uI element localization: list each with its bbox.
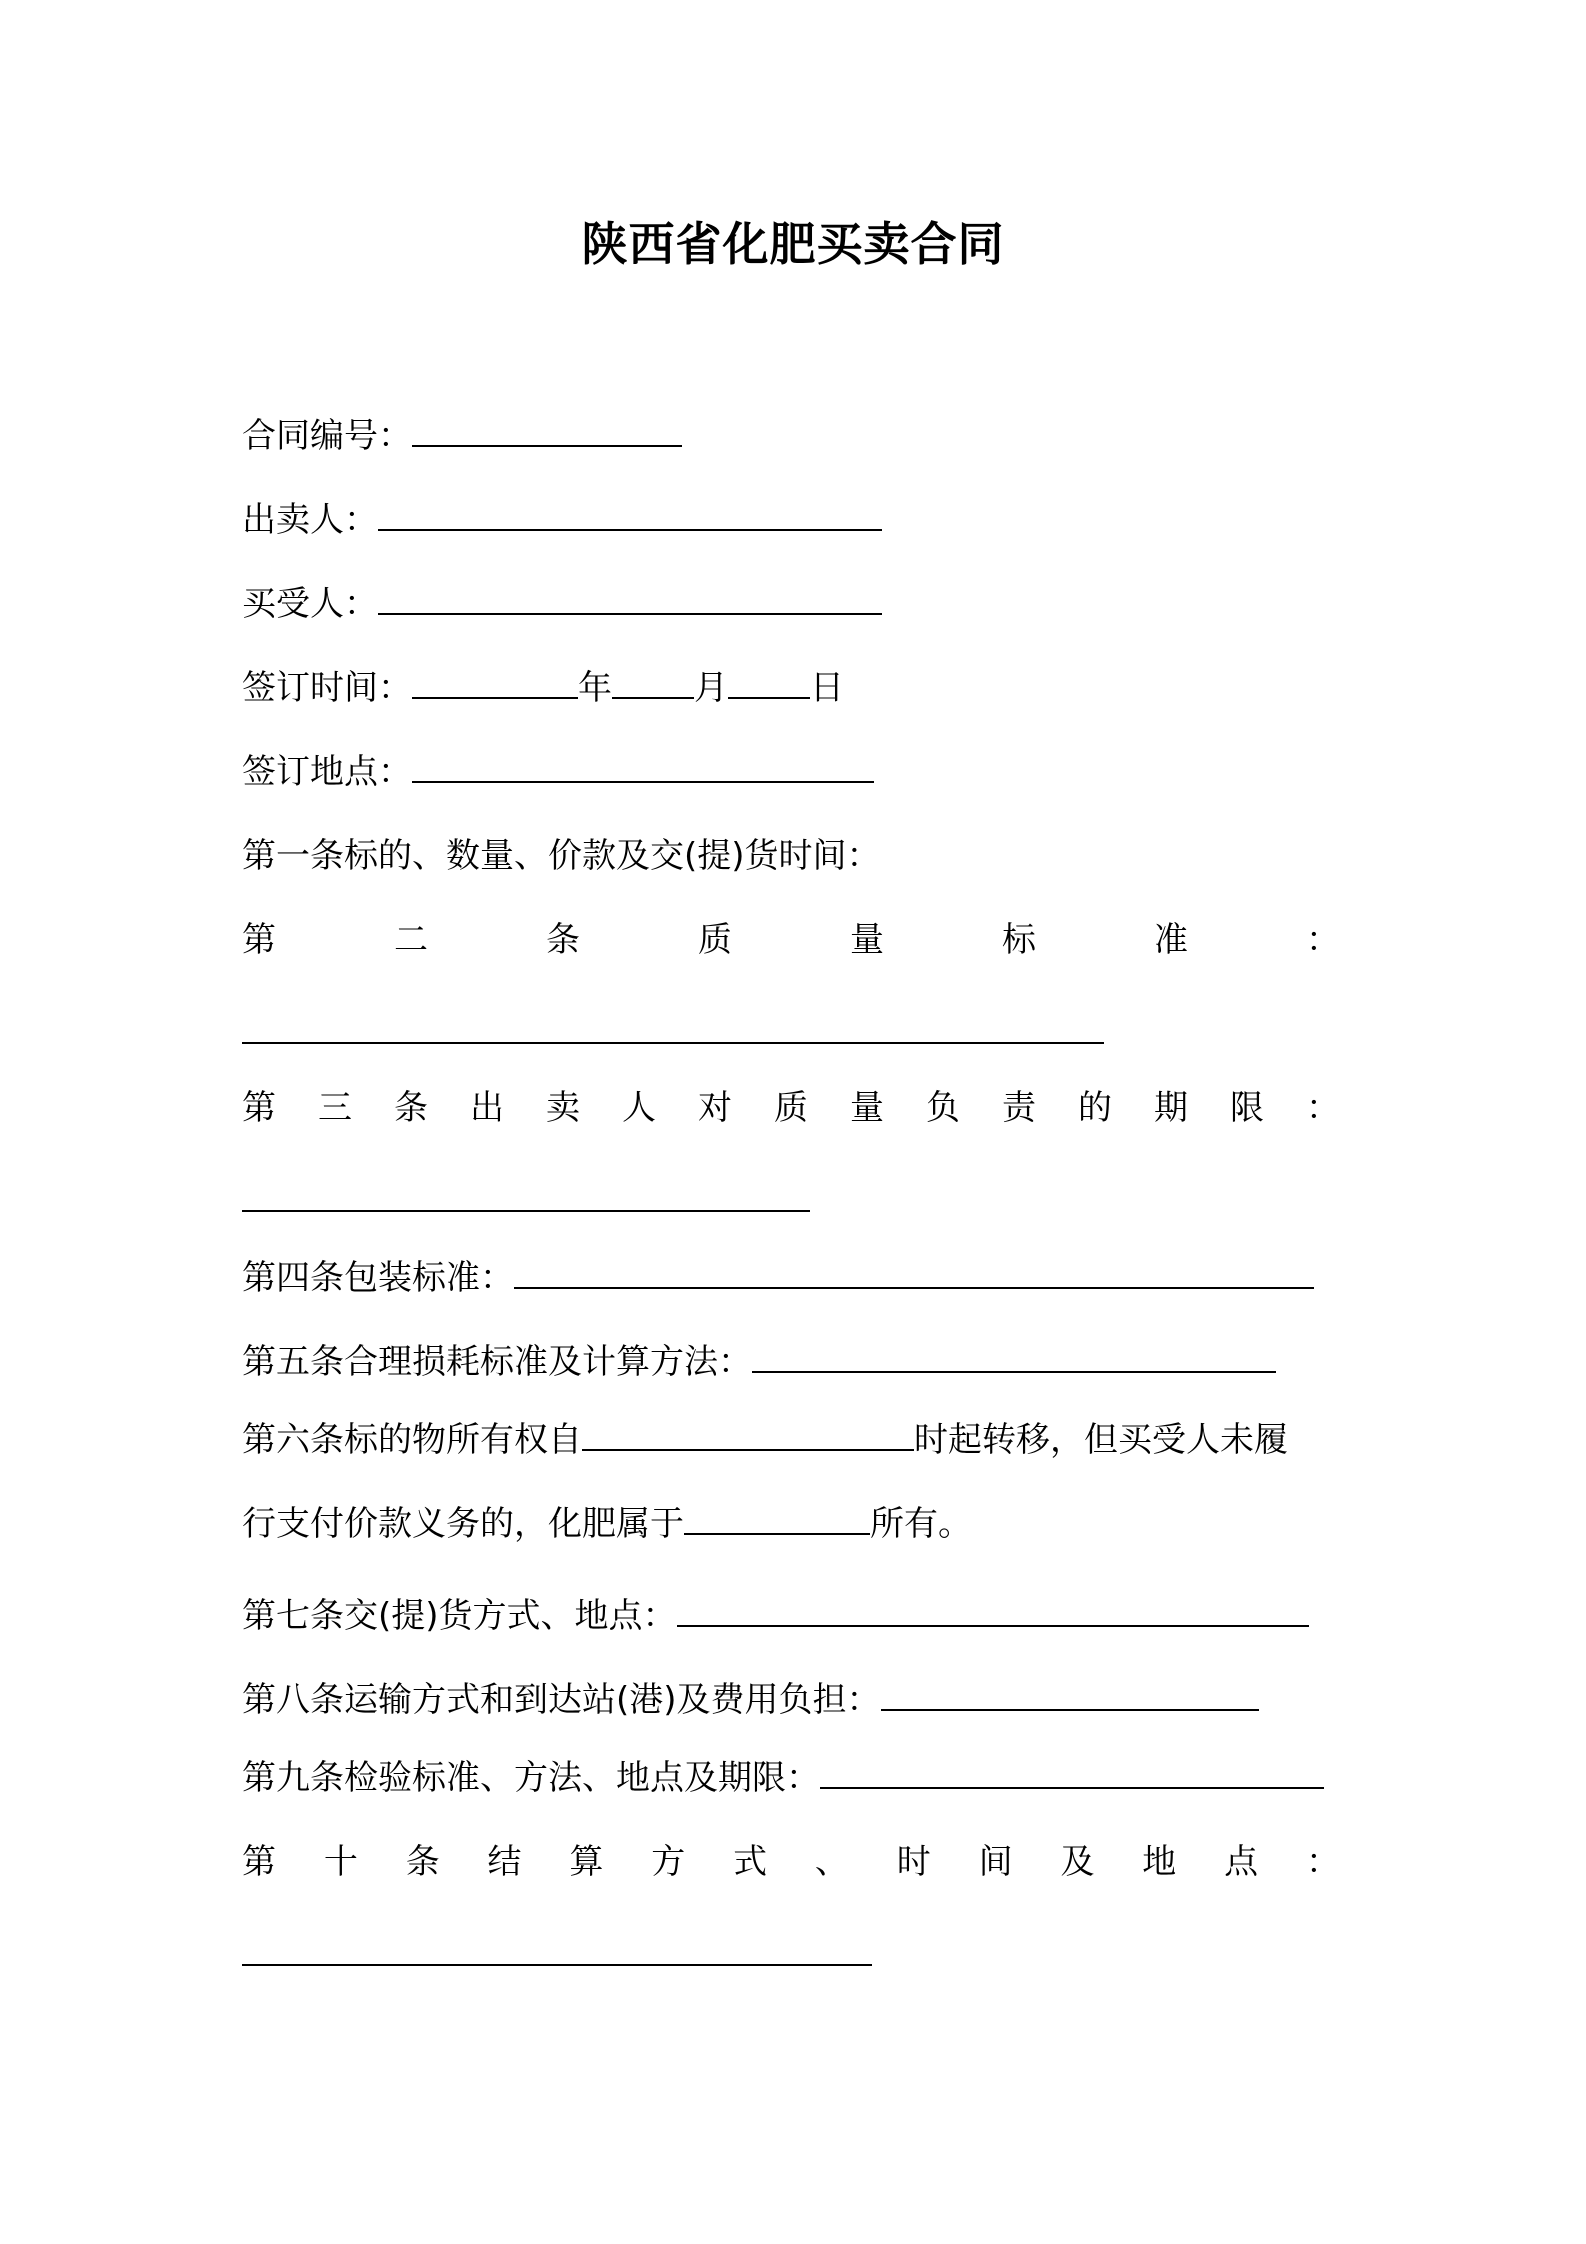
article-10-char: 方 [651,1842,686,1882]
day-blank [728,667,810,699]
year-blank [412,667,578,699]
article-10-char: 间 [978,1842,1013,1882]
article-5-blank [752,1341,1276,1373]
article-3-char: 质 [774,1088,808,1128]
article-2-char: 条 [546,920,580,960]
article-5-line [242,1338,1276,1386]
article-10-heading [242,1838,1340,1886]
article-10-char: 条 [405,1842,440,1882]
article-10-char: 第 [242,1842,276,1882]
article-2-char: 量 [850,920,884,960]
article-10-char: 时 [896,1842,931,1882]
article-3-heading [242,1084,1340,1132]
article-1: 第一条标的、数量、价款及交(提)货时间： [242,836,881,876]
article-10-char: 点 [1224,1842,1259,1882]
buyer-label: 买受人： [242,584,378,624]
article-3-char: 的 [1078,1088,1112,1128]
article-3-char: 出 [470,1088,504,1128]
article-6-text-1: 第六条标的物所有权自 [242,1420,582,1460]
article-3-char: ： [1306,1088,1340,1128]
article-6-blank-1 [582,1419,914,1451]
sign-time-label: 签订时间： [242,668,412,708]
article-5-label: 第五条合理损耗标准及计算方法： [242,1342,752,1382]
article-2-char: 二 [394,920,428,960]
seller-blank [378,499,882,531]
article-3-char: 期 [1154,1088,1188,1128]
seller-label: 出卖人： [242,500,378,540]
article-10-char: ： [1305,1842,1340,1882]
article-2-char: 准 [1154,920,1188,960]
contract-number-blank [412,415,682,447]
article-7-line [242,1592,1309,1640]
article-2-heading [242,916,1340,964]
article-3-char: 责 [1002,1088,1036,1128]
contract-number-line [242,412,682,460]
article-10-blank [242,1962,872,1966]
article-6-text-2: 时起转移，但买受人未履 [914,1420,1288,1460]
article-10-char: 十 [323,1842,358,1882]
article-3-char: 量 [850,1088,884,1128]
buyer-line [242,580,882,628]
article-3-char: 限 [1230,1088,1264,1128]
article-10-char: 算 [569,1842,604,1882]
article-4-blank [514,1257,1314,1289]
article-6-text-3: 行支付价款义务的，化肥属于 [242,1504,684,1544]
article-2-blank [242,1040,1104,1044]
article-10-char: 式 [733,1842,768,1882]
article-8-line [242,1676,1259,1724]
article-7-blank [677,1595,1309,1627]
article-7-label: 第七条交(提)货方式、地点： [242,1596,677,1636]
article-3-blank [242,1208,810,1212]
article-3-char: 第 [242,1088,276,1128]
article-2-char: 第 [242,920,276,960]
article-4-label: 第四条包装标准： [242,1258,514,1298]
sign-place-line [242,748,874,796]
article-9-line [242,1754,1324,1802]
article-3-char: 负 [926,1088,960,1128]
article-10-char: 地 [1142,1842,1177,1882]
article-3-char: 人 [622,1088,656,1128]
year-label: 年 [578,668,612,708]
article-9-blank [820,1757,1324,1789]
sign-place-blank [412,751,874,783]
article-3-char: 三 [318,1088,352,1128]
article-8-blank [881,1679,1259,1711]
article-3-char: 条 [394,1088,428,1128]
article-3-char: 卖 [546,1088,580,1128]
article-6-line-2 [242,1500,972,1548]
day-label: 日 [810,668,844,708]
month-label: 月 [694,668,728,708]
article-4-line [242,1254,1314,1302]
sign-place-label: 签订地点： [242,752,412,792]
article-9-label: 第九条检验标准、方法、地点及期限： [242,1758,820,1798]
article-10-char: 及 [1060,1842,1095,1882]
article-2-char: 标 [1002,920,1036,960]
article-6-blank-2 [684,1503,870,1535]
month-blank [612,667,694,699]
article-6-line-1 [242,1416,1288,1464]
seller-line [242,496,882,544]
article-2-char: 质 [698,920,732,960]
article-3-char: 对 [698,1088,732,1128]
sign-time-line [242,664,844,712]
document-title: 陕西省化肥买卖合同 [581,217,1005,271]
article-2-char: ： [1306,920,1340,960]
contract-number-label: 合同编号： [242,416,412,456]
article-10-char: 结 [487,1842,522,1882]
article-10-char: 、 [814,1842,849,1882]
buyer-blank [378,583,882,615]
article-8-label: 第八条运输方式和到达站(港)及费用负担： [242,1680,881,1720]
article-6-text-4: 所有。 [870,1504,972,1544]
